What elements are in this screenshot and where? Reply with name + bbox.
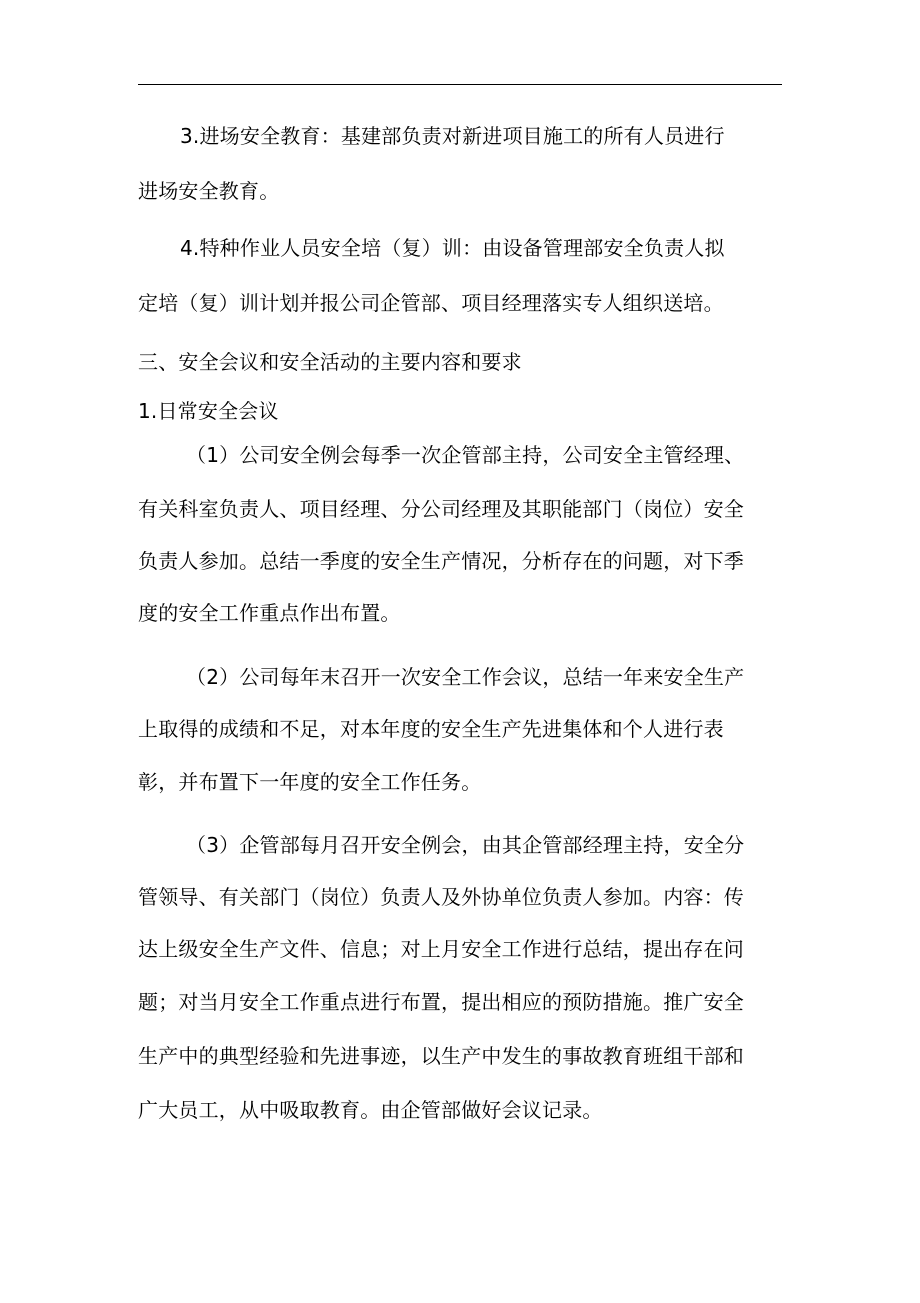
- paragraph-line: 管领导、有关部门（岗位）负责人及外协单位负责人参加。内容：传: [138, 885, 744, 909]
- paragraph-line: 定培（复）训计划并报公司企管部、项目经理落实专人组织送培。: [138, 291, 724, 315]
- header-rule: [138, 84, 782, 85]
- paragraph-line: 题；对当月安全工作重点进行布置，提出相应的预防措施。推广安全: [138, 990, 744, 1014]
- paragraph-line: 4.特种作业人员安全培（复）训：由设备管理部安全负责人拟: [180, 236, 725, 260]
- paragraph-line: （2）公司每年末召开一次安全工作会议，总结一年来安全生产: [186, 665, 745, 689]
- paragraph-line: 上取得的成绩和不足，对本年度的安全生产先进集体和个人进行表: [138, 717, 724, 741]
- paragraph-line: （3）企管部每月召开安全例会，由其企管部经理主持，安全分: [186, 833, 745, 857]
- paragraph-line: 生产中的典型经验和先进事迹，以生产中发生的事故教育班组干部和: [138, 1044, 744, 1068]
- paragraph-line: 负责人参加。总结一季度的安全生产情况，分析存在的问题，对下季: [138, 549, 744, 573]
- paragraph-line: 进场安全教育。: [138, 179, 280, 203]
- paragraph-line: （1）公司安全例会每季一次企管部主持，公司安全主管经理、: [186, 443, 745, 467]
- paragraph-line: 3.进场安全教育：基建部负责对新进项目施工的所有人员进行: [180, 124, 725, 148]
- section-heading: 三、安全会议和安全活动的主要内容和要求: [138, 350, 522, 374]
- paragraph-line: 度的安全工作重点作出布置。: [138, 601, 401, 625]
- subsection-heading: 1.日常安全会议: [138, 399, 279, 423]
- paragraph-line: 彰，并布置下一年度的安全工作任务。: [138, 770, 482, 794]
- paragraph-line: 有关科室负责人、项目经理、分公司经理及其职能部门（岗位）安全: [138, 497, 744, 521]
- paragraph-line: 广大员工，从中吸取教育。由企管部做好会议记录。: [138, 1098, 603, 1122]
- paragraph-line: 达上级安全生产文件、信息；对上月安全工作进行总结，提出存在问: [138, 937, 744, 961]
